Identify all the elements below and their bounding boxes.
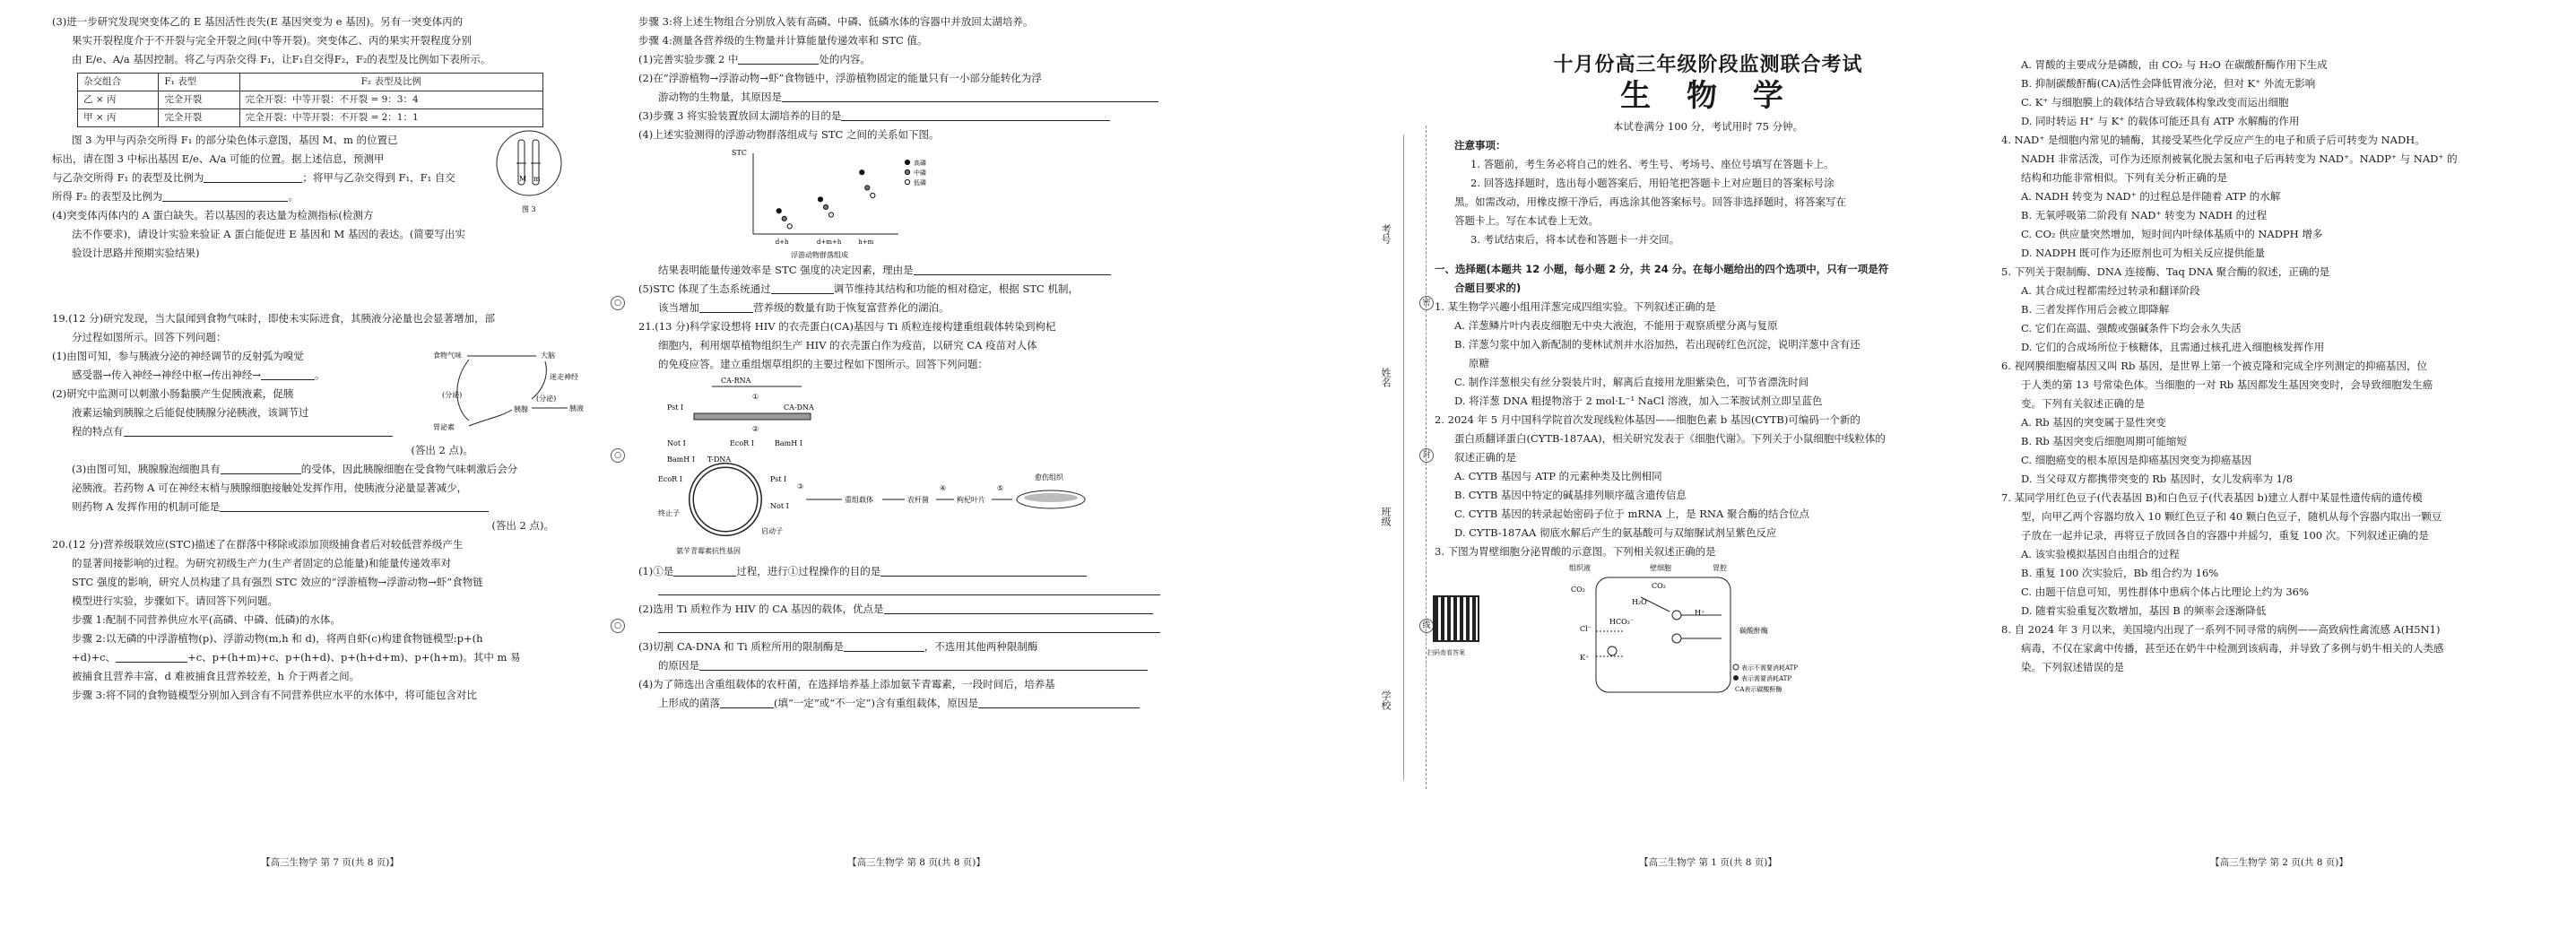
answer-blank[interactable] (844, 638, 924, 652)
answer-blank[interactable] (884, 601, 1153, 614)
notice-heading: 注意事项： (1435, 136, 1982, 155)
answer-blank[interactable] (221, 461, 301, 474)
text-line: 法不作要求)，请设计实验来验证 A 蛋白能促进 E 基因和 M 基因的表达。(简要写出实 (52, 225, 608, 244)
text-line: 处的内容。 (819, 53, 871, 65)
binder-hole: ○ (611, 448, 625, 463)
question-8: 8. 自 2024 年 3 月以来，美国境内出现了一系列不同寻常的病例——高致病性禽流感 A(H5N1) (2001, 620, 2557, 639)
answer-blank[interactable] (771, 281, 834, 294)
text-line: 上形成的菌落 (658, 697, 720, 709)
answer-blank[interactable] (673, 563, 736, 577)
answer-blank[interactable] (782, 89, 1158, 102)
secretin-label: (分泌) (442, 390, 462, 399)
legend-label: 低磷 (914, 178, 926, 187)
text-line: ；将甲与乙杂交得到 F₁，F₁ 自交 (302, 171, 455, 184)
question-7: 7. 某同学用红色豆子(代表基因 B)和白色豆子(代表基因 b)建立人群中某显性遗传病的遗传模 (2001, 489, 2557, 508)
text-line: 过程，进行①过程操作的目的是 (736, 565, 880, 577)
h-label: H⁺ (1695, 609, 1704, 617)
text-line: (答出 2 点)。 (52, 516, 608, 535)
text-line: 结构和功能非常相似。下列有关分析正确的是 (2001, 169, 2557, 187)
text-line: (填“一定”或“不一定”)含有重组载体，原因是 (774, 697, 978, 709)
seal-char: 线 (1419, 619, 1434, 633)
pancreas-label: 胰腺 (514, 404, 528, 413)
x-tick-label: d+h (776, 239, 789, 246)
tdna-label: T-DNA (707, 455, 731, 464)
text-line: 的显著间接影响的过程。为研究初级生产力(生产者固定的总能量)和能量传递效率对 (52, 554, 608, 573)
text-line: 模型进行实验，步骤如下。请回答下列问题。 (52, 592, 608, 611)
option: B. 抑制碳酸酐酶(CA)活性会降低胃液分泌，但对 K⁺ 外流无影响 (2001, 74, 2557, 93)
data-point (823, 204, 828, 209)
table-cell: 甲 × 丙 (78, 109, 159, 127)
answer-blank[interactable] (978, 695, 1140, 708)
f2-table (77, 73, 543, 127)
smell-label: 食物气味 (433, 351, 462, 360)
co2-label: CO₂ (1571, 586, 1585, 594)
data-point (776, 209, 781, 213)
text-line: (4)上述实验测得的浮游动物群落组成与 STC 之间的关系如下图。 (638, 126, 1194, 144)
answer-blank[interactable] (220, 499, 489, 512)
text-line: 营养级的数量有助于恢复富营养化的湖泊。 (753, 301, 950, 314)
step-1: ① (752, 393, 759, 401)
table-cell: 完全开裂：中等开裂：不开裂 = 2：1：1 (239, 109, 542, 127)
option: B. 洋葱匀浆中加入新配制的斐林试剂并水浴加热，若出现砖红色沉淀，说明洋葱中含有还 (1435, 335, 1982, 354)
k-label: K⁺ (1580, 654, 1589, 662)
text-line: (4)突变体丙体内的 A 蛋白缺失。若以基因的表达量为检测指标(检测方 (52, 206, 608, 225)
question-6: 6. 视网膜细胞瘤基因又叫 Rb 基因，是世界上第一个被克隆和完成全序列测定的抑癌基因，位 (2001, 357, 2557, 376)
gene-m-label: M (519, 175, 526, 183)
seal-char: 密 (1419, 296, 1434, 310)
vector-construction-diagram (658, 374, 1089, 562)
not-label: Not Ⅰ (667, 439, 686, 447)
notice-item: 1. 答题前，考生务必将自己的姓名、考生号、考场号、座位号填写在答题卡上。 (1435, 155, 1982, 174)
legend-marker (905, 160, 909, 164)
answer-blank[interactable] (162, 188, 288, 202)
pancreas-diagram (388, 347, 594, 437)
data-point (818, 197, 822, 202)
option: D. 随着实验重复次数增加，基因 B 的频率会逐渐降低 (2001, 602, 2557, 620)
page-1 (1435, 56, 1982, 937)
answer-blank[interactable] (261, 367, 315, 380)
answer-blank[interactable] (699, 657, 1148, 671)
text-line: 步骤 2:以无磷的中浮游植物(p)、浮游动物(m,h 和 d)，将两自虾(c)构建食物链模型:p+(h (52, 629, 608, 648)
text-line: 步骤 1:配制不同营养供应水平(高磷、中磷、低磷)的水体。 (52, 611, 608, 629)
text-line: 。 (288, 190, 299, 203)
h2o-label: H₂O (1632, 598, 1647, 606)
answer-blank[interactable] (124, 423, 393, 437)
table-cell: 完全开裂：中等开裂：不开裂 = 9：3：4 (239, 91, 542, 109)
option: C. CYTB 基因的转录起始密码子位于 mRNA 上，是 RNA 聚合酶的结合位点 (1435, 505, 1982, 524)
bamh-label-2: BamH Ⅰ (667, 455, 695, 464)
option: A. CYTB 基因与 ATP 的元素种类及比例相同 (1435, 467, 1982, 486)
text-line: (3)切割 CA-DNA 和 Ti 质粒所用的限制酶是 (638, 640, 844, 653)
answer-blank[interactable] (914, 262, 1111, 275)
option: A. 该实验模拟基因自由组合的过程 (2001, 545, 2557, 564)
text-line: 由 E/e、A/a 基因控制。将乙与丙杂交得 F₁，让F₁自交得F₂，F₂的表型及比例如下表所示。 (52, 50, 608, 69)
text-line: STC 强度的影响，研究人员构建了具有强烈 STC 效应的“浮游植物→浮游动物→虾”食物链 (52, 573, 608, 592)
legend-marker (905, 169, 909, 174)
option: D. 当父母双方都携带突变的 Rb 基因时，女儿发病率为 1/8 (2001, 470, 2557, 489)
text-line: (3)步骤 3 将实验装置放回太湖培养的目的是 (638, 109, 841, 122)
text-line: 所得 F₂ 的表型及比例为 (52, 190, 162, 203)
binder-hole: ○ (611, 619, 625, 633)
data-point (871, 193, 875, 197)
text-line: (3)进一步研究发现突变体乙的 E 基因活性丧失(E 基因突变为 e 基因)。另有一突变体丙的 (52, 13, 608, 31)
step-2: ② (752, 425, 759, 433)
text-line: (答出 2 点)。 (52, 441, 608, 460)
option: 原糖 (1435, 354, 1982, 373)
exam-number-label: 考号 (1378, 224, 1392, 244)
legend-marker (905, 179, 909, 184)
text-line: 液素运输到胰腺之后能促使胰腺分泌胰液，该调节过 (52, 403, 608, 422)
text-line: 验设计思路并预期实验结果) (52, 244, 608, 263)
question-20: 20.(12 分)营养级联效应(STC)描述了在群落中移除或添加顶级捕食者后对较低营养级产生 (52, 535, 608, 554)
x-tick-label: d+m+h (817, 239, 842, 246)
table-header: F₂ 表型及比例 (239, 74, 542, 91)
text-line: NADH 非常活泼，可作为还原剂被氧化脱去氢和电子后再转变为 NAD⁺。NADP⁺ 与 NAD⁺ 的 (2001, 150, 2557, 169)
exam-title: 十月份高三年级阶段监测联合考试 (1435, 56, 1982, 74)
text-line: (2)选用 Ti 质粒作为 HIV 的 CA 基因的载体，优点是 (638, 603, 884, 615)
ecor-label: EcoR Ⅰ (730, 439, 754, 447)
page-8-footer: 【高三生物学 第 8 页(共 8 页)】 (638, 855, 1194, 869)
question-2: 2. 2024 年 5 月中国科学院首次发现线粒体基因——细胞色素 b 基因(CYTB)可编码一个新的 (1435, 411, 1982, 429)
section-heading: 一、选择题(本题共 12 小题，每小题 2 分，共 24 分。在每小题给出的四个选项中，只有一项是符 (1435, 260, 1982, 279)
lumen-label: 胃腔 (1713, 563, 1727, 572)
text-line: 结果表明能量传递效率是 STC 强度的决定因素，理由是 (658, 264, 914, 276)
data-point (782, 216, 786, 221)
bamh-label: BamH Ⅰ (775, 439, 802, 447)
answer-blank[interactable] (204, 169, 302, 183)
table-header: F₁ 表型 (159, 74, 239, 91)
seal-char: 封 (1419, 448, 1434, 463)
text-line: (2)研究中监测可以刺激小肠黏膜产生促胰液素，促胰 (52, 385, 608, 403)
text-line: 则药物 A 发挥作用的机制可能是 (72, 500, 220, 513)
text-line: 与乙杂交所得 F₁ 的表型及比例为 (52, 171, 204, 184)
text-line: 细胞内，利用烟草植物组织生产 HIV 的衣壳蛋白作为疫苗，以研究 CA 疫苗对人体 (638, 336, 1194, 355)
text-line: 果实开裂程度介于不开裂与完全开裂之间(中等开裂)。突变体乙、丙的果实开裂程度分别 (52, 31, 608, 50)
answer-blank[interactable] (699, 299, 753, 313)
section-heading: 合题目要求的) (1435, 279, 1982, 298)
text-line: ，不选用其他两种限制酶 (924, 640, 1038, 653)
x-tick-label: h+m (858, 239, 873, 246)
text-line: 于人类的第 13 号常染色体。当细胞的一对 Rb 基因都发生基因突变时，会导致细胞发生癌 (2001, 376, 2557, 395)
school-label: 学校 (1378, 690, 1392, 710)
option: B. 重复 100 次实验后，Bb 组合约为 16% (2001, 564, 2557, 583)
agrobacterium-label: 农杆菌 (907, 495, 929, 504)
option: A. 其合成过程都需经过转录和翻译阶段 (2001, 282, 2557, 300)
notice-item: 黑。如需改动，用橡皮擦干净后，再选涂其他答案标号。回答非选择题时，将答案写在 (1435, 193, 1982, 212)
text-line: 调节维持其结构和功能的相对稳定，根据 STC 机制， (834, 282, 1079, 295)
tissue-fluid-label: 组织液 (1569, 563, 1591, 572)
callus-label: 愈伤组织 (1035, 473, 1064, 482)
option: A. 洋葱鳞片叶内表皮细胞无中央大液泡，不能用于观察质壁分离与复原 (1435, 317, 1982, 335)
cl-label: Cl⁻ (1580, 625, 1592, 633)
option: B. 三者发挥作用后会被立即降解 (2001, 300, 2557, 319)
text-line: 图 3 为甲与丙杂交所得 F₁ 的部分染色体示意图，基因 M、m 的位置已 (52, 131, 608, 150)
option: D. 将洋葱 DNA 粗提物溶于 2 mol·L⁻¹ NaCl 溶液，加入二苯胺试剂立即呈蓝色 (1435, 392, 1982, 411)
text-line: 被捕食且营养丰富，d 难被捕食且营养较差，h 介于两者之间。 (52, 667, 608, 686)
legend-1: 表示不需要消耗ATP (1741, 664, 1798, 672)
text-line: 的原因是 (658, 659, 699, 672)
page-2-footer: 【高三生物学 第 2 页(共 8 页)】 (2001, 855, 2557, 869)
recombinant-label: 重组载体 (845, 495, 873, 504)
option: A. 胃酸的主要成分是磷酸，由 CO₂ 与 H₂O 在碳酸酐酶作用下生成 (2001, 56, 2557, 74)
pst-label: Pst Ⅰ (667, 403, 683, 412)
co2-label-2: CO₂ (1652, 582, 1666, 590)
option: C. 它们在高温、强酸或强碱条件下均会永久失活 (2001, 319, 2557, 338)
chromosome-figure (493, 126, 565, 215)
legend-label: 中磷 (914, 169, 926, 177)
data-point (828, 213, 833, 217)
question-5: 5. 下列关于限制酶、DNA 连接酶、Taq DNA 聚合酶的叙述，正确的是 (2001, 263, 2557, 282)
text-line: (4)为了筛选出含重组载体的农杆菌，在选择培养基上添加氨苄青霉素，一段时间后，培养基 (638, 675, 1194, 694)
question-4: 4. NAD⁺ 是细胞内常见的辅酶，其接受某些化学反应产生的电子和质子后可转变为 NADH。 (2001, 131, 2557, 150)
chart-xlabel: 浮游动物群落组成 (791, 250, 848, 259)
table-header: 杂交组合 (78, 74, 159, 91)
option: B. CYTB 基因中特定的碱基排列顺序蕴含遗传信息 (1435, 486, 1982, 505)
ca-rna-label: CA-RNA (721, 377, 751, 385)
data-point (787, 224, 792, 229)
option: B. Rb 基因突变后细胞周期可能缩短 (2001, 432, 2557, 451)
brain-label: 大脑 (541, 351, 555, 360)
text-line: 标出，请在图 3 中标出基因 E/e、A/a 可能的位置。据上述信息，预测甲 (52, 150, 608, 169)
notice-item: 3. 考试结束后，将本试卷和答题卡一并交回。 (1435, 230, 1982, 249)
legend-3: CA表示碳酸酐酶 (1735, 685, 1782, 693)
text-line: 。 (315, 369, 325, 381)
text-line: (1)①是 (638, 565, 673, 577)
text-line: 该当增加 (658, 301, 699, 314)
gene-m2-label: m (533, 175, 541, 183)
table-cell: 完全开裂 (159, 91, 239, 109)
text-line: 叙述正确的是 (1435, 448, 1982, 467)
answer-blank[interactable] (658, 620, 1160, 633)
ca-dna-label: CA-DNA (784, 403, 814, 412)
secrete-label: (分泌) (536, 394, 556, 403)
answer-blank[interactable] (841, 108, 1110, 121)
option: A. NADH 转变为 NAD⁺ 的过程总是伴随着 ATP 的水解 (2001, 187, 2557, 206)
text-line: 步骤 3:将上述生物组合分别放入装有高磷、中磷、低磷水体的容器中并放回太湖培养。 (638, 13, 1194, 31)
terminator-label: 终止子 (658, 508, 680, 517)
step-4: ④ (940, 484, 946, 492)
table-cell: 乙 × 丙 (78, 91, 159, 109)
text-line: (1)由图可知，参与胰液分泌的神经调节的反射弧为嗅觉 (52, 347, 608, 366)
class-label: 班级 (1378, 507, 1392, 526)
option: D. NADPH 既可作为还原剂也可为相关反应提供能量 (2001, 244, 2557, 263)
qr-caption: 扫码查看答案 (1427, 644, 1465, 663)
answer-blank[interactable] (880, 563, 1087, 577)
marker-label: 氨苄青霉素抗性基因 (676, 546, 741, 555)
answer-blank[interactable] (658, 582, 1160, 595)
text-line: 变。下列有关叙述正确的是 (2001, 395, 2557, 413)
stc-chart (728, 144, 979, 261)
step-3: ③ (797, 482, 803, 490)
legend-2: 表示需要消耗ATP (1741, 674, 1791, 682)
text-line: 游动物的生物量，其原因是 (658, 91, 782, 103)
binder-hole: ○ (611, 296, 625, 310)
text-line: 步骤 3:将不同的食物链模型分别加入到含有不同营养供应水平的水体中，将可能包含对比 (52, 686, 608, 705)
notice-item: 2. 回答选择题时，选出每小题答案后，用铅笔把答题卡上对应题目的答案标号涂 (1435, 174, 1982, 193)
text-line: +c、p+(h+m)+c、p+(h+d)、p+(h+d+m)、p+(h+m)。其中 m 易 (187, 651, 521, 664)
parietal-cell-diagram (1569, 561, 1820, 696)
text-line: +d)+c、 (72, 651, 116, 664)
notice-item: 答题卡上。写在本试卷上无效。 (1435, 212, 1982, 230)
promoter-label: 启动子 (761, 526, 783, 535)
text-line: 子放在一起并记录，再将豆子放回各自的容器中并摇匀，重复 100 次。下列叙述正确的是 (2001, 526, 2557, 545)
data-point (865, 186, 870, 190)
page-8 (638, 13, 1194, 894)
binding-line (1403, 134, 1404, 780)
figure-caption: 图 3 (522, 205, 536, 213)
option: C. K⁺ 与细胞膜上的载体结合导致载体构象改变而运出细胞 (2001, 93, 2557, 112)
text-line: 蛋白质翻译蛋白(CYTB-187AA)，相关研究发表于《细胞代谢》。下列关于小鼠细胞中线粒体的 (1435, 429, 1982, 448)
gastrin-label: 胃泌素 (433, 422, 455, 431)
question-3: 3. 下图为胃壁细胞分泌胃酸的示意图。下列相关叙述正确的是 (1435, 542, 1982, 561)
text-line: 分过程如图所示。回答下列问题： (52, 328, 608, 347)
name-label: 姓名 (1378, 368, 1392, 387)
question-1: 1. 某生物学兴趣小组用洋葱完成四组实验。下列叙述正确的是 (1435, 298, 1982, 317)
nerve-label: 迷走神经 (550, 372, 578, 381)
not-label-2: Not Ⅰ (770, 502, 789, 510)
page-7 (52, 13, 608, 894)
text-line: (5)STC 体现了生态系统通过 (638, 282, 771, 295)
text-line: (1)完善实验步骤 2 中 (638, 53, 738, 65)
page-7-footer: 【高三生物学 第 7 页(共 8 页)】 (52, 855, 608, 869)
option: C. 制作洋葱根尖有丝分裂装片时，解离后直接用龙胆紫染色，可节省漂洗时间 (1435, 373, 1982, 392)
option: A. Rb 基因的突变属于显性突变 (2001, 413, 2557, 432)
hco3-label: HCO₃⁻ (1609, 618, 1634, 626)
pst-label-2: Pst Ⅰ (770, 475, 786, 483)
text-line: (3)由图可知，胰腺腺泡细胞具有 (72, 463, 221, 475)
text-line: 病毒，不仅在家禽中传播，甚至还在奶牛中检测到该病毒，并导致了多例与奶牛相关的人类感 (2001, 639, 2557, 658)
subject-title: 生 物 学 (1435, 74, 1982, 117)
enzyme-label: 碳酸酐酶 (1739, 626, 1768, 635)
text-line: 泌胰液。若药物 A 可在神经末梢与胰腺细胞接触处发挥作用，使胰液分泌量显著减少， (52, 479, 608, 498)
option: D. 同时转运 H⁺ 与 K⁺ 的载体可能还具有 ATP 水解酶的作用 (2001, 112, 2557, 131)
option: D. CYTB-187AA 彻底水解后产生的氨基酸可与双缩脲试剂呈紫色反应 (1435, 524, 1982, 542)
intro-line: 本试卷满分 100 分，考试用时 75 分钟。 (1435, 117, 1982, 136)
step-5: ⑤ (997, 484, 1003, 492)
text-line: 感受器→传入神经→神经中枢→传出神经→ (72, 369, 261, 381)
text-line: 染。下列叙述错误的是 (2001, 658, 2557, 677)
text-line: 型，向甲乙两个容器均放入 10 颗红色豆子和 40 颗白色豆子，随机从每个容器内取出一颗豆 (2001, 508, 2557, 526)
text-line: 的受体，因此胰腺细胞在受食物气味刺激后会分 (301, 463, 518, 475)
page-2 (2001, 56, 2557, 937)
text-line: 的免疫应答。建立重组烟草组织的主要过程如下图所示。回答下列问题： (638, 355, 1194, 374)
table-cell: 完全开裂 (159, 109, 239, 127)
ecor-label-2: EcoR Ⅰ (658, 475, 682, 483)
text-line: 程的特点有 (72, 425, 124, 438)
cell-label: 壁细胞 (1650, 563, 1671, 572)
option: C. CO₂ 供应量突然增加，短时间内叶绿体基质中的 NADPH 增多 (2001, 225, 2557, 244)
qr-code (1435, 597, 1478, 640)
option: C. 细胞癌变的根本原因是抑癌基因突变为抑癌基因 (2001, 451, 2557, 470)
text-line: 步骤 4:测量各营养级的生物量并计算能量传递效率和 STC 值。 (638, 31, 1194, 50)
legend-label: 高磷 (914, 159, 926, 167)
answer-blank[interactable] (720, 695, 774, 708)
data-point (860, 170, 864, 175)
answer-blank[interactable] (116, 649, 187, 663)
option: B. 无氧呼吸第二阶段有 NAD⁺ 转变为 NADH 的过程 (2001, 206, 2557, 225)
chart-ylabel: STC (732, 149, 747, 157)
option: D. 它们的合成场所位于核糖体，且需通过核孔进入细胞核发挥作用 (2001, 338, 2557, 357)
page-1-footer: 【高三生物学 第 1 页(共 8 页)】 (1435, 855, 1982, 869)
juice-label: 胰液 (569, 403, 584, 412)
question-19: 19.(12 分)研究发现，当大鼠闻到食物气味时，即使未实际进食，其胰液分泌量也会显著增加，部 (52, 309, 608, 328)
text-line: (2)在“浮游植物→浮游动物→虾”食物链中，浮游植物固定的能量只有一小部分能转化为浮 (638, 69, 1194, 88)
question-21: 21.(13 分)科学家设想将 HIV 的衣壳蛋白(CA)基因与 Ti 质粒连接构建重组载体转染到枸杞 (638, 317, 1194, 336)
answer-blank[interactable] (738, 51, 819, 65)
leaf-label: 枸杞叶片 (957, 495, 985, 504)
option: C. 由题干信息可知，男性群体中患病个体占比理论上约为 36% (2001, 583, 2557, 602)
